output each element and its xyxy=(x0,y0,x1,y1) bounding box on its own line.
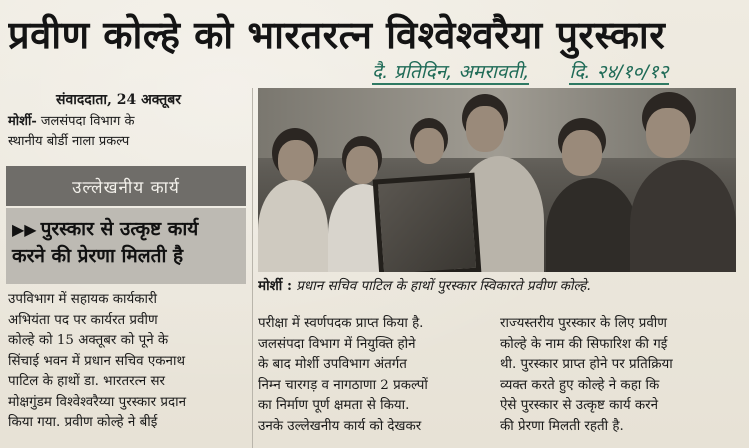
byline xyxy=(56,90,181,109)
handwritten-paper-name: दै. प्रतिदिन, अमरावती, xyxy=(372,61,530,83)
column-line: थी. पुरस्कार प्राप्त होने पर प्रतिक्रिया xyxy=(500,357,673,372)
column-line: किया गया. प्रवीण कोल्हे ने बीई xyxy=(8,415,158,430)
headline: प्रवीण कोल्हे को भारतरत्न विश्वेश्वरैया पुरस्कार xyxy=(8,13,666,57)
column-line: अभियंता पद पर कार्यरत प्रवीण xyxy=(8,312,158,328)
double-arrow-icon: ▶▶ xyxy=(12,220,37,239)
column-line: कोल्हे को 15 अक्तूबर को पूने के xyxy=(8,333,169,348)
column-line: ऐसे पुरस्कार से उत्कृष्ट कार्य करने xyxy=(500,398,659,413)
column-line: पाटिल के हाथों डा. भारतरत्न सर xyxy=(8,374,165,389)
highlight-box-quote xyxy=(6,208,246,284)
article-column-2 xyxy=(258,314,494,437)
photo-caption xyxy=(258,276,738,300)
column-line: उनके उल्लेखनीय कार्य को देखकर xyxy=(258,418,422,434)
award-plaque xyxy=(373,173,482,272)
column-line: का निर्माण पूर्ण क्षमता से किया. xyxy=(258,398,410,413)
column-line: कोल्हे के नाम की सिफारिश की गई xyxy=(500,336,668,352)
handwritten-date: दि. २४/१०/१२ xyxy=(569,61,669,83)
column-divider xyxy=(252,88,253,448)
column-line: राज्यस्तरीय पुरस्कार के लिए प्रवीण xyxy=(500,316,667,331)
column-line: सिंचाई भवन में प्रधान सचिव एकनाथ xyxy=(8,353,186,369)
column-line: की प्रेरणा मिलती रहती है. xyxy=(500,418,624,434)
lead-line: जलसंपदा विभाग के xyxy=(40,114,135,129)
byline-date: 24 अक्तूबर xyxy=(116,92,181,108)
article-column-3 xyxy=(500,314,738,437)
lead-line: स्थानीय बोर्डी नाला प्रकल्प xyxy=(8,134,130,149)
column-line: व्यक्त करते हुए कोल्हे ने कहा कि xyxy=(500,377,660,393)
award-photo xyxy=(258,88,736,272)
article-column-1 xyxy=(8,290,246,434)
lead-place: मोर्शी- xyxy=(8,114,37,129)
column-line: मोक्षगुंडम विश्वेश्वरैय्या पुरस्कार प्रदान xyxy=(8,394,186,410)
column-line: जलसंपदा विभाग में नियुक्ति होने xyxy=(258,336,416,352)
column-line: निम्न चारगड़ व नागठाणा 2 प्रकल्पों xyxy=(258,377,428,393)
highlight-line: पुरस्कार से उत्कृष्ट कार्य xyxy=(40,218,199,240)
highlight-line: करने की प्रेरणा मिलती है xyxy=(12,245,184,267)
column-line: उपविभाग में सहायक कार्यकारी xyxy=(8,292,157,307)
handwritten-source-note xyxy=(372,58,742,88)
caption-place: मोर्शी : xyxy=(258,278,292,294)
highlight-box-title: उल्लेखनीय कार्य xyxy=(6,166,246,206)
caption-text: प्रधान सचिव पाटिल के हाथों पुरस्कार स्विकारते प्रवीण कोल्हे. xyxy=(296,278,591,294)
lead-paragraph xyxy=(8,112,248,152)
column-line: के बाद मोर्शी उपविभाग अंतर्गत xyxy=(258,357,407,372)
column-line: परीक्षा में स्वर्णपदक प्राप्त किया है. xyxy=(258,316,424,331)
byline-reporter: संवाददाता, xyxy=(56,92,112,108)
